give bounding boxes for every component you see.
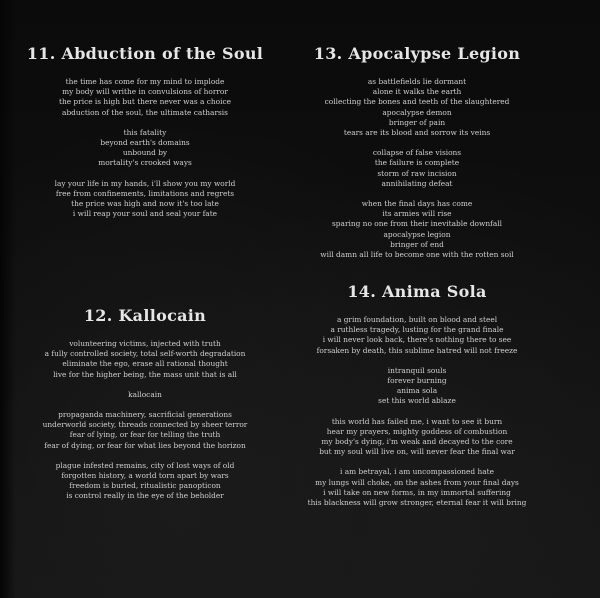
lyric-line: mortality's crooked ways <box>98 158 192 168</box>
lyrics-stanza <box>0 339 290 380</box>
lyric-line: i am betrayal, i am uncompassioned hate <box>340 467 494 477</box>
lyric-line: fear of dying, or fear for what lies beyond the horizon <box>44 440 246 450</box>
lyrics-stanza <box>252 315 582 356</box>
song-apocalypse-legion <box>252 44 582 270</box>
lyric-line: propaganda machinery, sacrificial generations <box>58 410 232 420</box>
lyric-line: its armies will rise <box>382 209 452 219</box>
lyric-line: underworld society, threads connected by sheer terror <box>42 420 248 430</box>
song-anima-sola <box>252 282 582 518</box>
lyric-line: storm of raw incision <box>377 168 457 178</box>
song-title: 11. Abduction of the Soul <box>26 44 264 63</box>
lyric-line: freedom is buried, ritualistic panopticon <box>69 481 221 491</box>
lyric-line: sparing no one from their inevitable downfall <box>332 219 502 229</box>
lyric-line: my lungs will choke, on the ashes from your final days <box>315 477 519 487</box>
lyric-line: volunteering victims, injected with truth <box>69 339 221 348</box>
lyrics-stanza <box>252 199 582 260</box>
lyric-line: i will never look back, there's nothing there to see <box>322 335 512 345</box>
lyric-line: this blackness will grow stronger, eternal fear it will bring <box>307 498 527 508</box>
lyric-line: unbound by <box>122 148 168 158</box>
lyrics-stanza <box>252 148 582 189</box>
lyric-line: a fully controlled society, total self-worth degradation <box>44 349 246 359</box>
lyric-line: anima sola <box>396 386 438 396</box>
lyric-line: my body's dying, i'm weak and decayed to the core <box>321 437 513 447</box>
lyric-line: is control really in the eye of the beholder <box>66 491 224 501</box>
lyric-line: plague infested remains, city of lost ways of old <box>55 460 235 470</box>
lyric-line: live for the higher being, the mass unit that is all <box>53 369 237 379</box>
lyric-line: the time has come for my mind to implode <box>65 77 225 86</box>
lyric-line: i will take on new forms, in my immortal suffering <box>323 487 511 497</box>
lyric-line: alone it walks the earth <box>372 87 462 97</box>
lyric-line: abduction of the soul, the ultimate catharsis <box>62 107 228 117</box>
lyric-line: kallocain <box>128 389 162 399</box>
lyric-line: set this world ablaze <box>378 396 456 406</box>
lyric-line: forgotten history, a world torn apart by wars <box>61 471 229 481</box>
lyrics-stanza <box>252 77 582 138</box>
lyric-line: forsaken by death, this sublime hatred will not freeze <box>316 345 518 355</box>
lyrics-stanza <box>0 179 290 220</box>
lyrics-stanza <box>252 366 582 407</box>
lyric-line: my body will writhe in convulsions of horror <box>62 87 228 97</box>
lyric-line: bringer of end <box>390 239 444 249</box>
lyric-line: the failure is complete <box>374 158 460 168</box>
lyric-line: collecting the bones and teeth of the slaughtered <box>324 97 510 107</box>
lyric-line: intranquil souls <box>387 365 447 375</box>
lyrics-stanza <box>0 461 290 502</box>
lyric-line: as battlefields lie dormant <box>367 77 467 86</box>
lyric-line: collapse of false visions <box>372 148 462 158</box>
lyrics-stanza <box>0 77 290 118</box>
lyric-line: tears are its blood and sorrow its veins <box>343 128 491 138</box>
lyric-line: the price is high but there never was a choice <box>58 97 231 107</box>
song-title: 12. Kallocain <box>83 306 207 325</box>
lyric-line: but my soul will live on, will never fear the final war <box>319 447 515 457</box>
lyric-line: when the final days has come <box>361 199 473 209</box>
lyric-line: fear of lying, or fear for telling the truth <box>69 430 221 440</box>
song-abduction-of-the-soul <box>0 44 290 229</box>
lyric-line: eliminate the ego, erase all rational thought <box>62 359 228 369</box>
lyric-line: this world has failed me, i want to see it burn <box>331 416 503 426</box>
song-title: 13. Apocalypse Legion <box>313 44 521 63</box>
lyric-line: a grim foundation, built on blood and steel <box>336 315 498 324</box>
lyric-line: the price was high and now it's too late <box>71 199 219 209</box>
lyrics-stanza <box>252 467 582 508</box>
lyric-line: lay your life in my hands, i'll show you my world <box>54 178 236 188</box>
lyric-line: this fatality <box>123 127 167 137</box>
lyric-line: a ruthless tragedy, lusting for the grand finale <box>330 325 504 335</box>
song-kallocain <box>0 306 290 512</box>
lyric-line: hear my prayers, mighty goddess of combustion <box>326 426 508 436</box>
song-title: 14. Anima Sola <box>347 282 487 301</box>
lyric-line: apocalypse legion <box>383 229 451 239</box>
lyric-line: beyond earth's domains <box>100 138 190 148</box>
lyric-line: free from confinements, limitations and regrets <box>55 188 235 198</box>
lyric-line: annihilating defeat <box>381 178 453 188</box>
lyrics-stanza <box>0 390 290 400</box>
lyric-line: will damn all life to become one with the rotten soil <box>320 250 514 260</box>
lyric-line: apocalypse demon <box>382 107 452 117</box>
lyric-line: forever burning <box>387 376 447 386</box>
lyric-line: i will reap your soul and seal your fate <box>72 209 218 219</box>
lyrics-stanza <box>0 410 290 451</box>
lyrics-stanza <box>252 417 582 458</box>
lyrics-stanza <box>0 128 290 169</box>
lyric-line: bringer of pain <box>388 117 446 127</box>
